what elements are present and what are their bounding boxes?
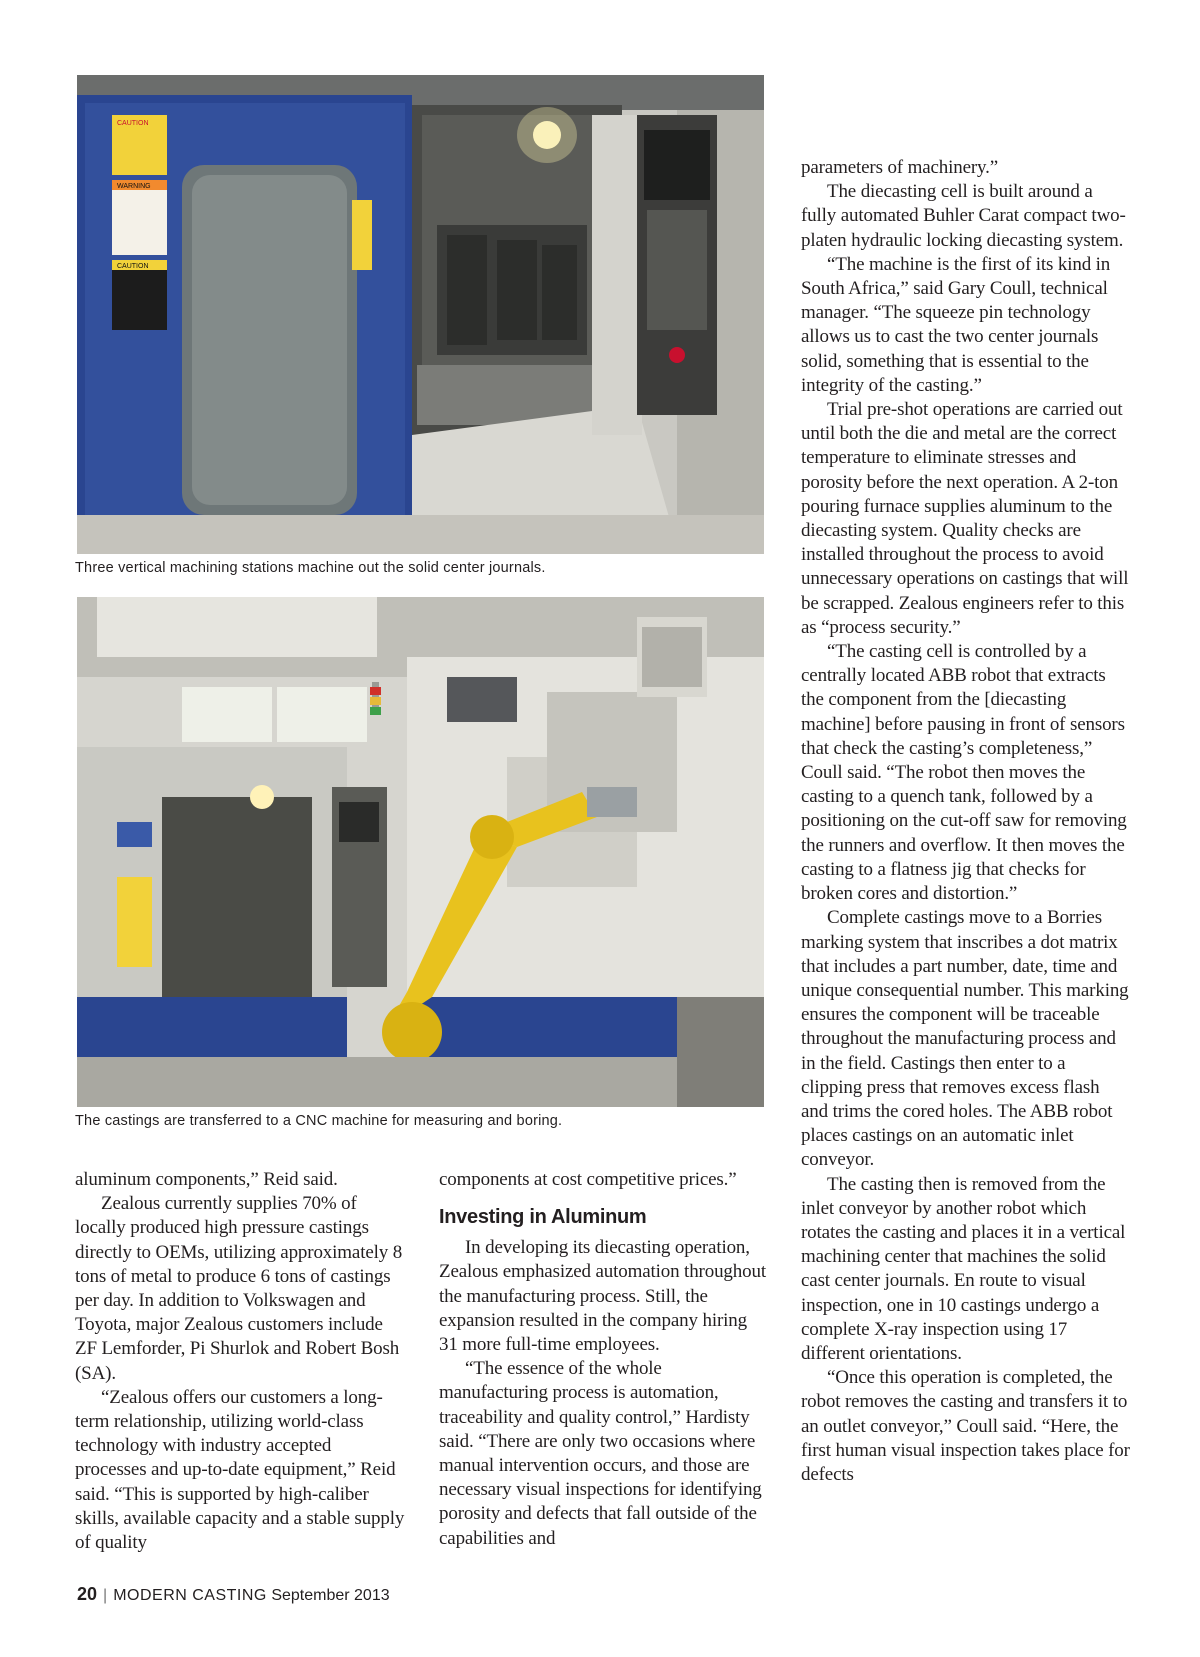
paragraph: The casting then is removed from the inlet conveyor by another robot which rotates the casting and places it in a vertical machining center that machines the solid cast center journals. En route to visual inspection, one in 10 castings undergo a complete X-ray inspection using 17 different orientations. <box>801 1173 1126 1364</box>
paragraph: components at cost competitive prices.” <box>439 1169 737 1190</box>
sticker-caution2-text: CAUTION <box>117 263 149 270</box>
issue-date: September 2013 <box>271 1587 390 1604</box>
article-column-left <box>75 1168 405 1555</box>
page-number: 20 <box>77 1584 98 1604</box>
paragraph: Trial pre-shot operations are carried out until both the die and metal are the correct temperature to eliminate stresses and porosity before the next operation. A 2-ton pouring furnace supplies aluminum to the diecasting system. Quality checks are installed throughout the process to avoid unnecessary operations on castings that will be scrapped. Zealous engineers refer to this as “process security.” <box>801 399 1129 638</box>
photo-robot-cnc-cell <box>77 597 764 1107</box>
paragraph: Zealous currently supplies 70% of locally produced high pressure castings directly to OEMs, utilizing approximately 8 tons of metal to produce 6 tons of castings per day. In addition to Volkswagen and Toyota, major Zealous customers include ZF Lemforder, Pi Shurlok and Robert Bosh (SA). <box>75 1193 403 1384</box>
paragraph: “Zealous offers our customers a long-term relationship, utilizing world-class technology with industry accepted processes and up-to-date equipment,” Reid said. “This is supported by high-caliber skills, available capacity and a stable supply of quality <box>75 1386 405 1554</box>
photo2-caption: The castings are transferred to a CNC machine for measuring and boring. <box>75 1113 563 1129</box>
paragraph: “The machine is the first of its kind in South Africa,” said Gary Coull, technical manager. “The squeeze pin technology allows us to cast the two center journals solid, something that is essential to the integrity of the casting.” <box>801 253 1111 396</box>
photo-machining-station <box>77 75 764 554</box>
sticker-caution-text: CAUTION <box>117 120 149 127</box>
article-column-right <box>801 156 1131 1487</box>
paragraph: parameters of machinery.” <box>801 157 999 178</box>
paragraph: Complete castings move to a Borries marking system that inscribes a dot matrix that includes a part number, date, time and unique consequential number. This marking ensures the component will be traceable throughout the manufacturing process and in the field. Castings then enter to a clipping press that removes excess flash and trims the cored holes. The ABB robot places castings on an automatic inlet conveyor. <box>801 907 1129 1171</box>
footer-separator: | <box>103 1587 108 1604</box>
sticker-warning-text: WARNING <box>117 183 151 190</box>
paragraph: “The essence of the whole manufacturing process is automation, traceability and quality control,” Hardisty said. “There are only two occasions where manual intervention occurs, and those are necessary visual inspections for identifying porosity and defects that fall outside of the capabilities and <box>439 1358 762 1549</box>
paragraph: “Once this operation is completed, the robot removes the casting and transfers it to an outlet conveyor,” Coull said. “Here, the first human visual inspection takes place for defects <box>801 1367 1130 1485</box>
photo1-caption: Three vertical machining stations machine out the solid center journals. <box>75 560 546 576</box>
paragraph: In developing its diecasting operation, Zealous emphasized automation throughout the manufacturing process. Still, the expansion resulted in the company hiring 31 more full-time employees. <box>439 1237 766 1356</box>
paragraph: The diecasting cell is built around a fully automated Buhler Carat compact two-platen hydraulic locking diecasting system. <box>801 181 1126 251</box>
magazine-title: MODERN CASTING <box>113 1587 267 1604</box>
page-footer <box>77 1584 390 1605</box>
article-column-middle <box>439 1168 769 1551</box>
paragraph: “The casting cell is controlled by a centrally located ABB robot that extracts the component from the [diecasting machine] before pausing in front of sensors that check the casting’s completeness,” Coull said. “The robot then moves the casting to a quench tank, followed by a positioning on the cut-off saw for removing the runners and overflow. It then moves the casting to a flatness jig that checks for broken cores and distortion.” <box>801 641 1127 905</box>
paragraph: aluminum components,” Reid said. <box>75 1169 338 1190</box>
section-heading: Investing in Aluminum <box>439 1206 647 1229</box>
